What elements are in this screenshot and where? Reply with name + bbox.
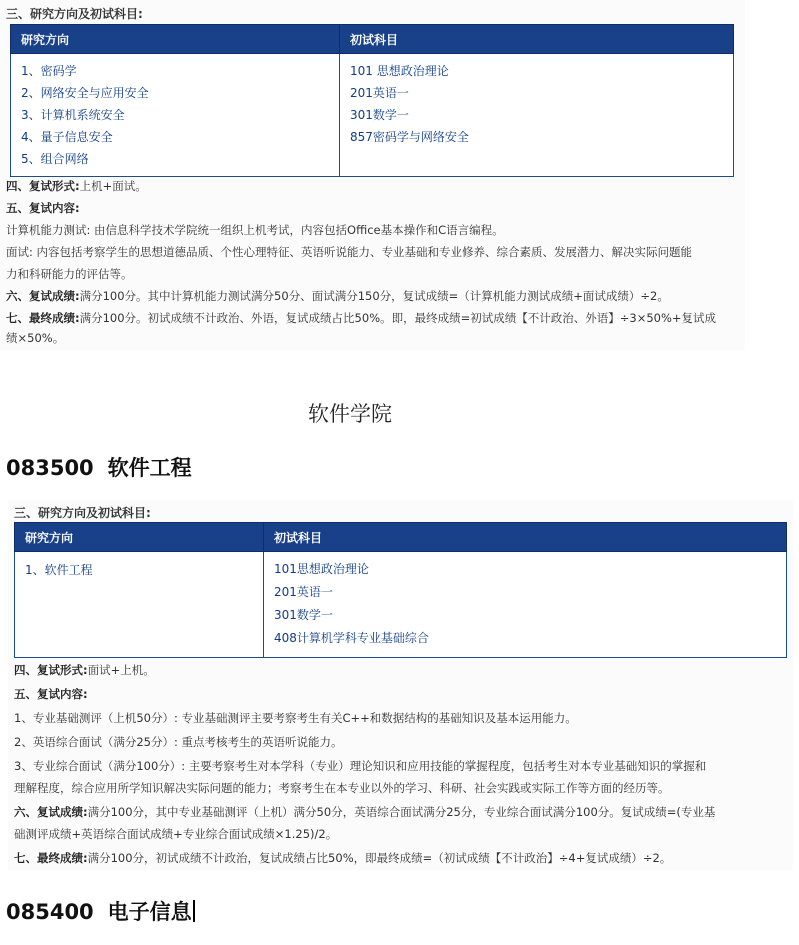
retest-content-heading: 五、复试内容: [14,687,88,701]
admission-block-2 [8,500,793,870]
retest-content-heading: 五、复试内容: [6,201,80,215]
direction-item: 4、量子信息安全 [21,130,113,144]
subject-item: 201英语一 [350,86,409,100]
subject-item: 301数学一 [350,108,409,122]
major-code: 083500 [6,456,94,480]
direction-item: 2、网络安全与应用安全 [21,86,149,100]
final-score-cont: 绩×50%。 [6,331,65,345]
retest-score: 六、复试成绩:满分100分，其中专业基础测评（上机）满分50分，英语综合面试满分25分，专业综合面试满分100分。复试成绩=(专业基 [14,805,716,819]
retest-score: 六、复试成绩:满分100分。其中计算机能力测试满分50分、面试满分150分，复试成绩=（计算机能力测试成绩+面试成绩）÷2。 [6,289,669,303]
final-score: 七、最终成绩:满分100分，初试成绩不计政治，复试成绩占比50%，即最终成绩=（初试成绩【不计政治】÷4+复试成绩）÷2。 [14,851,672,865]
retest-content-p3: 3、专业综合面试（满分100分）: 主要考察考生对本学科（专业）理论知识和应用技能的掌握程度，包括考生对本专业基础知识的掌握和 [14,759,707,773]
col-header-direction: 研究方向 [15,523,264,552]
subject-item: 301数学一 [274,608,333,622]
retest-content-p2: 面试: 内容包括考察学生的思想道德品质、个性心理特征、英语听说能力、专业基础和专业修养、综合素质、发展潜力、解决实际问题能 [6,245,693,259]
subjects-table [14,522,787,658]
direction-item: 3、计算机系统安全 [21,108,125,122]
subject-item: 201英语一 [274,585,333,599]
retest-content-p1: 计算机能力测试: 由信息科学技术学院统一组织上机考试，内容包括Office基本操作和C语言编程。 [6,223,504,237]
major-name: 电子信息 [107,900,192,924]
direction-item: 5、组合网络 [21,152,89,166]
directions-cell [15,552,264,658]
col-header-subjects: 初试科目 [340,25,734,54]
subjects-table [10,24,734,177]
subject-item: 408计算机学科专业基础综合 [274,631,429,645]
direction-item: 1、软件工程 [25,563,93,577]
directions-cell [11,54,340,177]
retest-score-cont: 础测评成绩+英语综合面试成绩+专业综合面试成绩×1.25)/2。 [14,827,338,841]
subjects-cell [264,552,787,658]
admission-block-1 [0,0,745,350]
direction-item: 1、密码学 [21,64,77,78]
major-heading-1 [6,452,192,482]
major-name: 软件工程 [107,456,192,480]
retest-content-p2-cont: 力和科研能力的评估等。 [6,267,133,281]
subject-item: 101思想政治理论 [274,562,369,576]
retest-format: 四、复试形式:面试+上机。 [14,663,155,677]
retest-content-p3-cont: 理解程度，综合应用所学知识解决实际问题的能力；考察考生在本专业以外的学习、科研、社会实践或实际工作等方面的经历等。 [14,781,670,795]
retest-content-p1: 1、专业基础测评（上机50分）: 专业基础测评主要考察考生有关C++和数据结构的基础知识及基本运用能力。 [14,711,577,725]
text-cursor [193,900,195,922]
subjects-cell [340,54,734,177]
final-score: 七、最终成绩:满分100分。初试成绩不计政治、外语，复试成绩占比50%。即，最终成绩=初试成绩【不计政治、外语】÷3×50%+复试成 [6,311,717,325]
subject-item: 857密码学与网络安全 [350,130,469,144]
major-code: 085400 [6,900,94,924]
major-heading-2 [6,896,195,926]
col-header-subjects: 初试科目 [264,523,787,552]
section-3-heading: 三、研究方向及初试科目: [14,506,151,520]
subject-item: 101 思想政治理论 [350,64,449,78]
college-title: 软件学院 [308,402,392,426]
section-3-heading: 三、研究方向及初试科目: [6,7,143,21]
retest-content-p2: 2、英语综合面试（满分25分）: 重点考核考生的英语听说能力。 [14,735,343,749]
retest-format: 四、复试形式:上机+面试。 [6,179,147,193]
col-header-direction: 研究方向 [11,25,340,54]
